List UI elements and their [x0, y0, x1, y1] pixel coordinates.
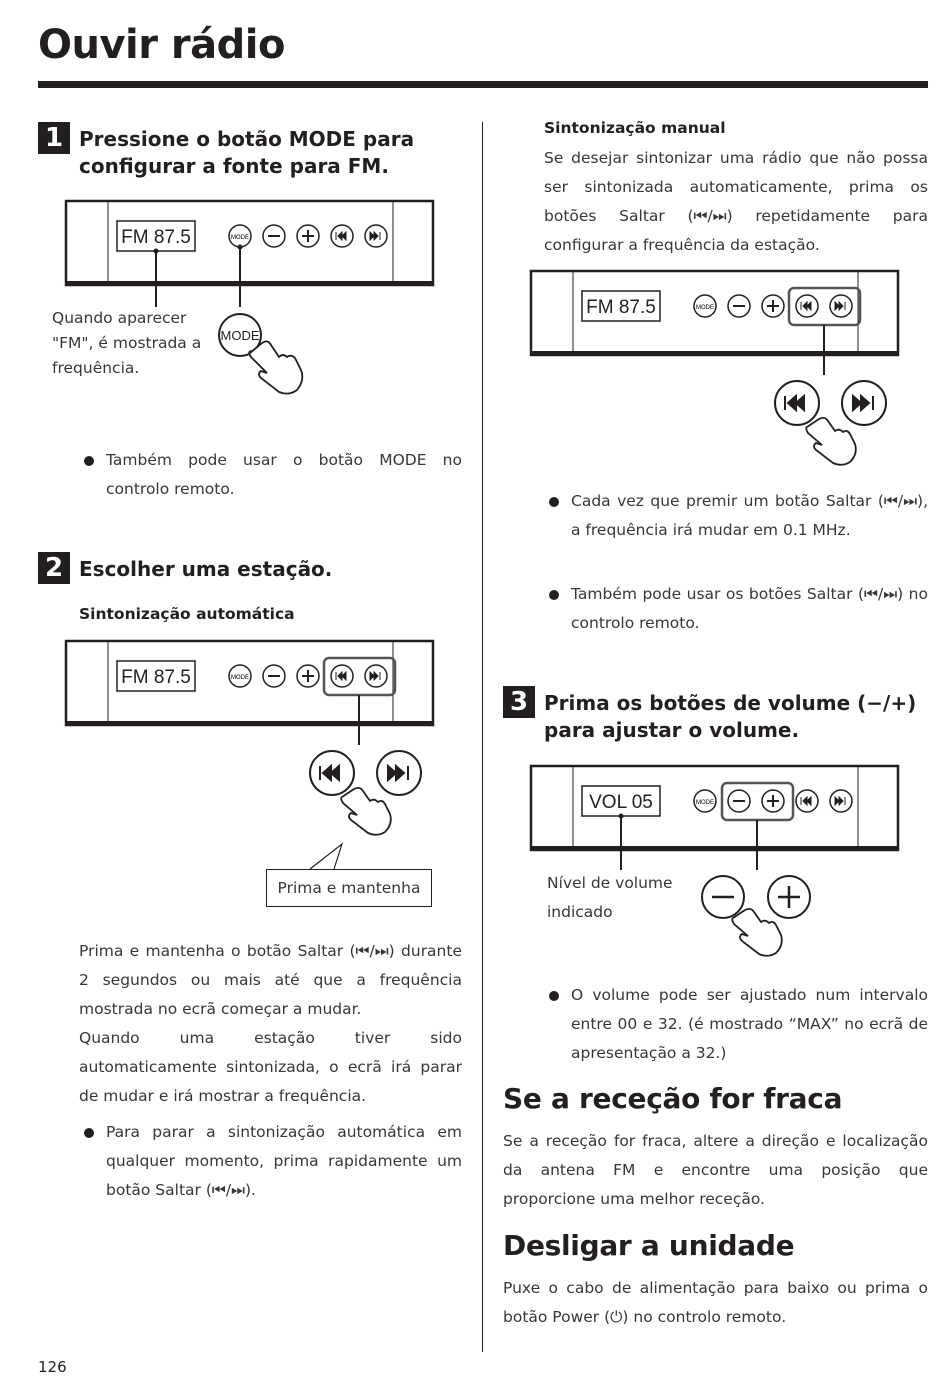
page-title: Ouvir rádio: [38, 22, 285, 68]
svg-text:MODE: MODE: [220, 328, 260, 343]
pointing-hand-icon: [249, 341, 302, 393]
svg-text:MODE: MODE: [696, 800, 714, 806]
step-3-number: 3: [503, 686, 535, 718]
manual-bullet-2: Também pode usar os botões Saltar (⏮/⏭) no controlo remoto.: [571, 580, 928, 638]
svg-text:MODE: MODE: [696, 305, 714, 311]
power-off-body: Puxe o cabo de alimentação para baixo ou prima o botão Power (⏻) no controlo remoto.: [503, 1279, 928, 1326]
hold-label-box: Prima e mantenha: [266, 869, 432, 907]
step-3-device-diagram: [525, 760, 905, 965]
step-3-callout: Nível de volume indicado: [547, 874, 673, 921]
step-1-callout: Quando aparecer "FM", é mostrada a frequência.: [52, 309, 202, 377]
page-number: 126: [38, 1358, 67, 1376]
svg-text:MODE: MODE: [231, 235, 249, 241]
manual-body: Se desejar sintonizar uma rádio que não possa ser sintonizada automaticamente, prima os botões Saltar (⏮/⏭) repetidamente para configurar a frequência da estação.: [544, 149, 928, 254]
column-divider: [482, 122, 483, 1352]
step-1-number: 1: [38, 122, 70, 154]
manual-device-diagram: [525, 265, 905, 470]
title-rule: [38, 81, 928, 88]
weak-reception-body: Se a receção for fraca, altere a direção e localização da antena FM e encontre uma posição que proporcione uma melhor receção.: [503, 1132, 928, 1208]
step-2-body-2: Quando uma estação tiver sido automaticamente sintonizada, o ecrã irá parar de mudar e irá mostrar a frequência.: [79, 1029, 462, 1105]
power-off-heading: Desligar a unidade: [503, 1229, 795, 1262]
pointing-hand-icon: [806, 418, 856, 465]
pointing-hand-icon: [341, 788, 391, 835]
manual-display-text: FM 87.5: [586, 297, 656, 318]
step-1-display-text: FM 87.5: [121, 227, 191, 248]
step-2-bullet: Para parar a sintonização automática em qualquer momento, prima rapidamente um botão Saltar (⏮/⏭).: [106, 1118, 462, 1205]
pointing-hand-icon: [732, 909, 782, 956]
step-2-device-diagram: [60, 635, 440, 850]
step-1-heading: Pressione o botão MODE para configurar a fonte para FM.: [79, 127, 415, 178]
step-1-bullet: Também pode usar o botão MODE no controlo remoto.: [106, 446, 462, 504]
weak-reception-heading: Se a receção for fraca: [503, 1082, 843, 1115]
manual-bullet-1: Cada vez que premir um botão Saltar (⏮/⏭), a frequência irá mudar em 0.1 MHz.: [571, 487, 928, 545]
manual-subheading: Sintonização manual: [544, 119, 726, 137]
step-2-body: Prima e mantenha o botão Saltar (⏮/⏭) durante 2 segundos ou mais até que a frequência mostrada no ecrã começar a mudar.: [79, 942, 462, 1018]
step-2-display-text: FM 87.5: [121, 667, 191, 688]
step-2-heading: Escolher uma estação.: [79, 557, 333, 581]
step-3-heading: Prima os botões de volume (−/+) para ajustar o volume.: [544, 691, 917, 742]
step-2-number: 2: [38, 552, 70, 584]
svg-text:MODE: MODE: [231, 675, 249, 681]
step-3-display-text: VOL 05: [589, 792, 653, 813]
step-3-bullet: O volume pode ser ajustado num intervalo entre 00 e 32. (é mostrado “MAX” no ecrã de apresentação a 32.): [571, 981, 928, 1068]
step-2-subheading: Sintonização automática: [79, 605, 295, 623]
